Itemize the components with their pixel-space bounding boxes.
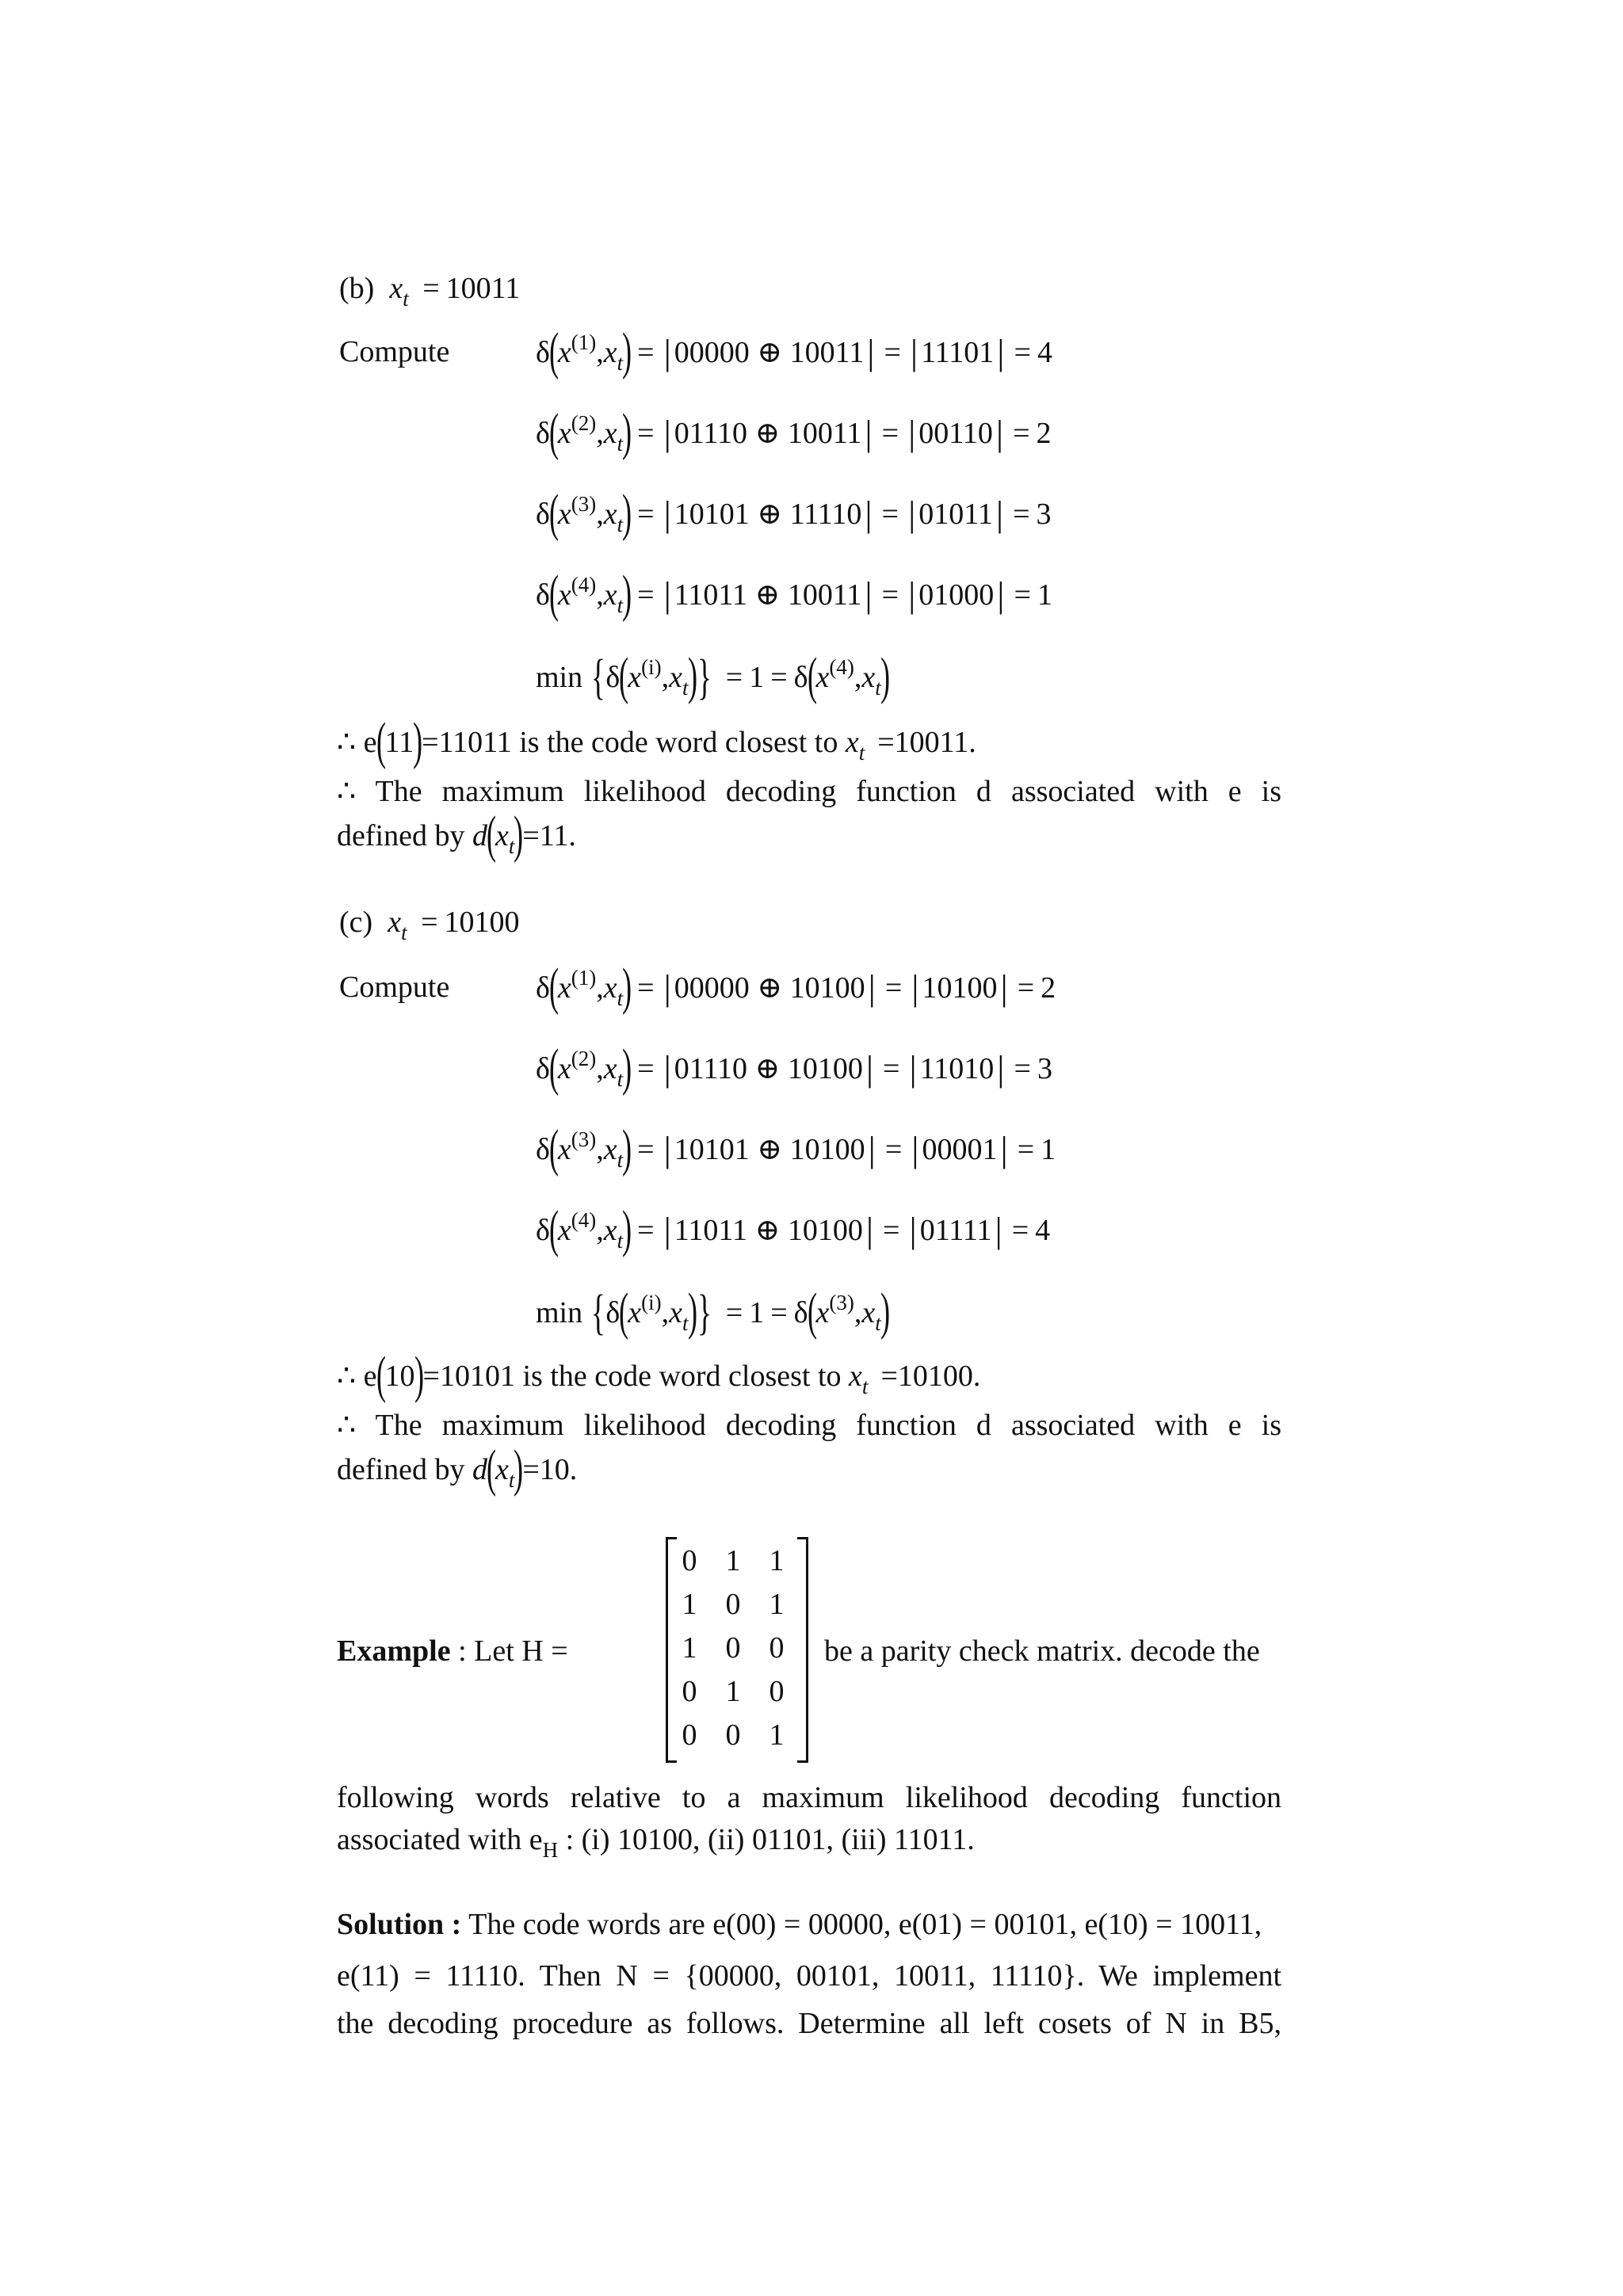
matrix-cell: 0 xyxy=(682,1718,697,1752)
parity-check-matrix xyxy=(658,1537,816,1767)
part-b-defined-line: defined by $d(x_t)=11$. xyxy=(337,806,576,864)
example-lead: Example : Let H = xyxy=(337,1634,568,1668)
example-line-2: following words relative to a maximum likelihood decoding function xyxy=(337,1781,1281,1814)
part-b-heading: (b) $x_t = 10011$ xyxy=(339,272,521,311)
matrix-cell: 1 xyxy=(769,1544,785,1577)
example-label: Example xyxy=(337,1634,451,1668)
part-b-distance-row: $\delta(x^{(4)},x_t)$ = | 11011 ⊕ 10011| = | 01000| = 1 xyxy=(536,565,1052,623)
example-line-3: associated with $e_H$ : (i) 10100, (ii) 01101, (iii) 11011. xyxy=(337,1823,975,1862)
matrix-cell: 0 xyxy=(725,1718,741,1752)
part-c-mld-sentence: ∴ The maximum likelihood decoding function d associated with e is xyxy=(337,1409,1281,1442)
matrix-cell: 0 xyxy=(725,1631,741,1665)
part-c-heading: (c) $x_t = 10100$ xyxy=(339,906,520,944)
matrix-cell: 0 xyxy=(769,1631,785,1665)
matrix-cell: 1 xyxy=(725,1544,741,1577)
solution-label: Solution : xyxy=(337,1908,462,1941)
part-c-distance-row: $\delta(x^{(4)},x_t)$ = | 11011 ⊕ 10100| = | 01111| = 4 xyxy=(536,1200,1051,1258)
part-b-mld-sentence: ∴ The maximum likelihood decoding function d associated with e is xyxy=(337,775,1281,808)
part-c-distance-row: $\delta(x^{(3)},x_t)$ = | 10101 ⊕ 10100| = | 00001| = 1 xyxy=(536,1119,1056,1177)
part-c-min-line: $\min \{\delta(x^{(i)},x_t)\} = 1 = \delta(x^{(3)},x_t)$ xyxy=(536,1283,890,1341)
matrix-cell: 0 xyxy=(725,1588,741,1621)
part-b-compute-label: Compute xyxy=(339,335,450,368)
matrix-cell: 0 xyxy=(682,1675,697,1708)
matrix-cell: 0 xyxy=(769,1675,785,1708)
part-b-min-line: $\min \{\delta(x^{(i)},x_t)\} = 1 = \delta(x^{(4)},x_t)$ xyxy=(536,647,890,705)
matrix-cell: 1 xyxy=(769,1718,785,1752)
part-b-distance-row: $\delta(x^{(1)},x_t)$ = | 00000 ⊕ 10011| = | 11101| = 4 xyxy=(536,322,1052,380)
matrix-cell: 1 xyxy=(725,1675,741,1708)
solution-line-2: e(11) = 11110. Then N = {00000, 00101, 10011, 11110}. We implement xyxy=(337,1959,1281,1993)
part-c-distance-row: $\delta(x^{(2)},x_t)$ = | 01110 ⊕ 10100| = | 11010| = 3 xyxy=(536,1039,1052,1097)
part-b-label: (b) xyxy=(339,272,375,305)
part-c-distance-row: $\delta(x^{(1)},x_t)$ = | 00000 ⊕ 10100| = | 10100| = 2 xyxy=(536,958,1056,1016)
matrix-cell: 0 xyxy=(682,1544,697,1577)
part-c-compute-label: Compute xyxy=(339,971,450,1004)
solution-line-3: the decoding procedure as follows. Determine all left cosets of N in B5, xyxy=(337,2007,1281,2040)
part-c-defined-line: defined by $d(x_t)=10$. xyxy=(337,1440,578,1497)
example-after-matrix: be a parity check matrix. decode the xyxy=(824,1634,1260,1668)
matrix-cell: 1 xyxy=(682,1588,697,1621)
part-b-closest-line: ∴ e(11)=11011 is the code word closest to $x_t =10011$. xyxy=(337,712,976,770)
matrix-cell: 1 xyxy=(769,1588,785,1621)
part-b-distance-row: $\delta(x^{(2)},x_t)$ = | 01110 ⊕ 10011| = | 00110| = 2 xyxy=(536,403,1052,461)
solution-line-1: Solution : The code words are e(00) = 00000, e(01) = 00101, e(10) = 10011, xyxy=(337,1908,1262,1941)
matrix-cell: 1 xyxy=(682,1631,697,1665)
part-b-distance-row: $\delta(x^{(3)},x_t)$ = | 10101 ⊕ 11110| = | 01011| = 3 xyxy=(536,484,1052,542)
part-b-xt-value: 10011 xyxy=(445,272,521,305)
part-c-closest-line: ∴ e(10)=10101 is the code word closest to $x_t =10100$. xyxy=(337,1346,981,1404)
